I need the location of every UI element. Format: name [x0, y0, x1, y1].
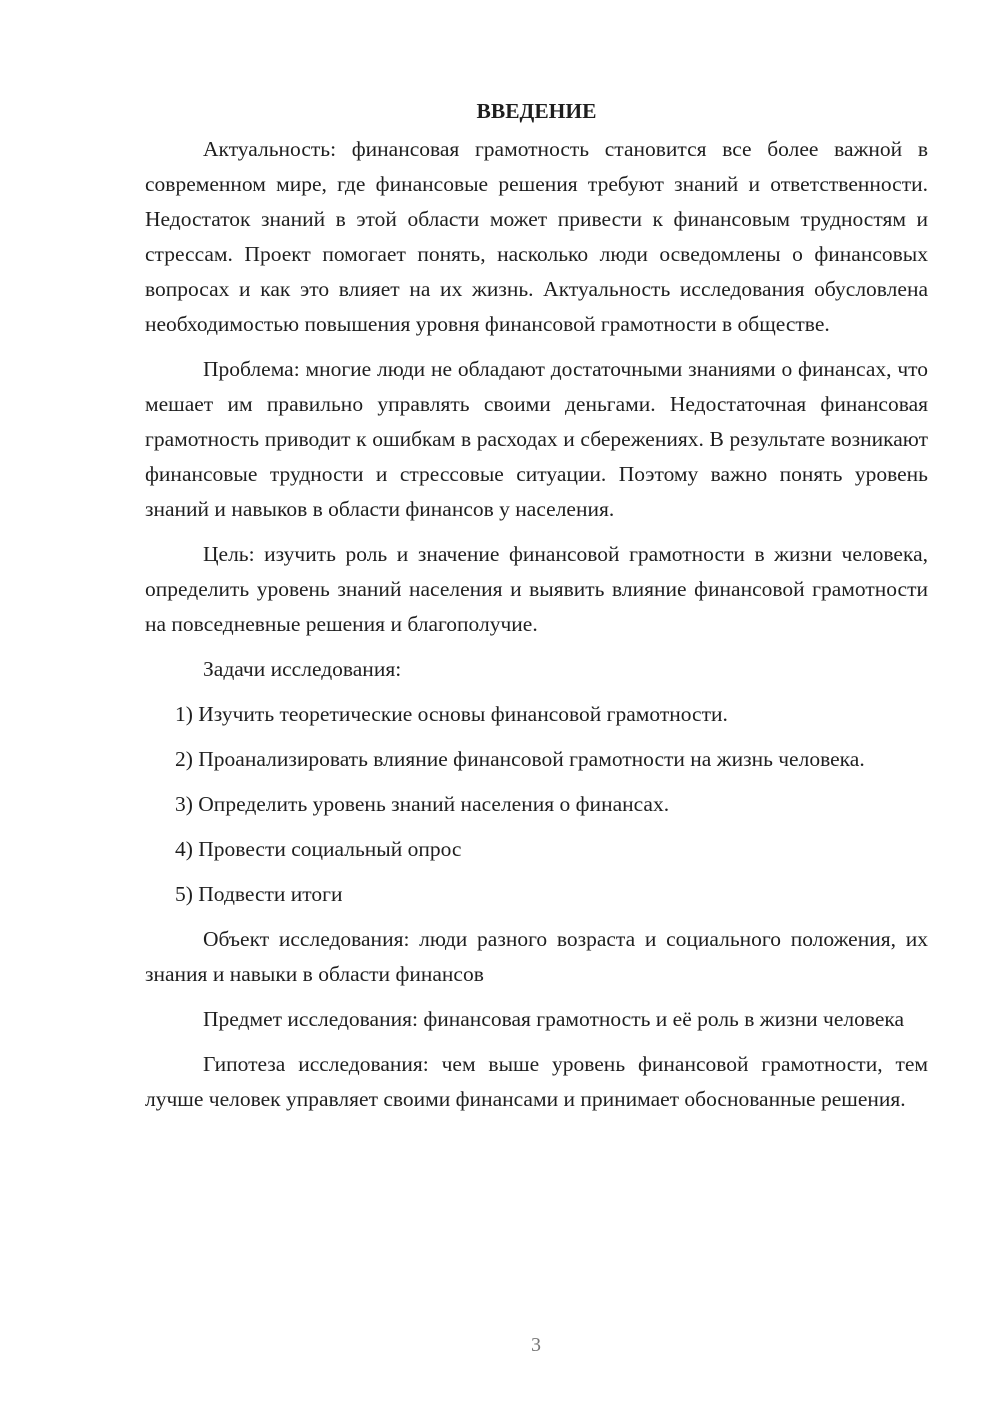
paragraph-relevance: Актуальность: финансовая грамотность становится все более важной в современном мире, где финансовые решения требуют знаний и ответственности. Недостаток знаний в этой области может привести к финансовым трудностям и стрессам. Проект помогает понять, насколько люди осведомлены о финансовых вопросах и как это влияет на их жизнь. Актуальность исследования обусловлена необходимостью повышения уровня финансовой грамотности в обществе.: [145, 137, 928, 336]
section-title: ВВЕДЕНИЕ: [476, 99, 597, 123]
task-item-1: 1) Изучить теоретические основы финансовой грамотности.: [175, 702, 728, 726]
page-number: 3: [531, 1334, 541, 1356]
task-item-2: 2) Проанализировать влияние финансовой грамотности на жизнь человека.: [175, 747, 865, 771]
task-item-4: 4) Провести социальный опрос: [175, 837, 462, 861]
task-item-3: 3) Определить уровень знаний населения о финансах.: [175, 792, 670, 816]
document-page: [145, 96, 928, 1127]
task-item-5: 5) Подвести итоги: [175, 882, 343, 906]
paragraph-object: Объект исследования: люди разного возраста и социального положения, их знания и навыки в области финансов: [145, 927, 928, 986]
paragraph-hypothesis: Гипотеза исследования: чем выше уровень финансовой грамотности, тем лучше человек управляет своими финансами и принимает обоснованные решения.: [145, 1052, 928, 1111]
tasks-heading: Задачи исследования:: [203, 657, 402, 681]
paragraph-subject: Предмет исследования: финансовая грамотность и её роль в жизни человека: [203, 1007, 905, 1031]
paragraph-problem: Проблема: многие люди не обладают достаточными знаниями о финансах, что мешает им правильно управлять своими деньгами. Недостаточная финансовая грамотность приводит к ошибкам в расходах и сбережениях. В результате возникают финансовые трудности и стрессовые ситуации. Поэтому важно понять уровень знаний и навыков в области финансов у населения.: [145, 357, 928, 521]
paragraph-goal: Цель: изучить роль и значение финансовой грамотности в жизни человека, определить уровень знаний населения и выявить влияние финансовой грамотности на повседневные решения и благополучие.: [145, 542, 928, 636]
